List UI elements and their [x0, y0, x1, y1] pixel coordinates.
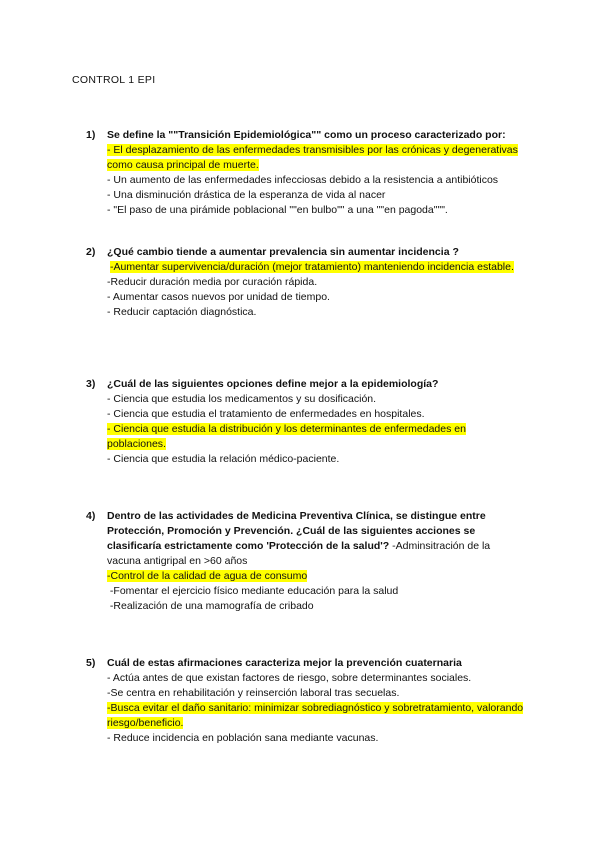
option: -Se centra en rehabilitación y reinserción laboral tras secuelas.: [107, 687, 400, 699]
question-4: [86, 509, 526, 614]
option: - Aumentar casos nuevos por unidad de tiempo.: [107, 291, 330, 303]
question-number: 2): [86, 246, 96, 258]
question-number: 1): [86, 129, 96, 141]
question-5: [86, 656, 526, 746]
option: - Ciencia que estudia el tratamiento de enfermedades en hospitales.: [107, 408, 425, 420]
option: - Reduce incidencia en población sana mediante vacunas.: [107, 732, 379, 744]
question-number: 4): [86, 510, 96, 522]
option: - Un aumento de las enfermedades infecciosas debido a la resistencia a antibióticos: [107, 174, 499, 186]
question-text: Se define la ""Transición Epidemiológica"" como un proceso caracterizado por:: [107, 129, 506, 141]
document-title: CONTROL 1 EPI: [72, 74, 156, 86]
option-highlighted: -Control de la calidad de agua de consumo: [107, 570, 308, 582]
option: - Ciencia que estudia los medicamentos y su dosificación.: [107, 393, 377, 405]
option: - Actúa antes de que existan factores de riesgo, sobre determinantes sociales.: [107, 672, 472, 684]
question-2: [86, 245, 526, 320]
question-1: [86, 128, 526, 218]
question-number: 3): [86, 378, 96, 390]
option-highlighted: -Busca evitar el daño sanitario: minimizar sobrediagnóstico y sobretratamiento, valorando riesgo/beneficio.: [107, 702, 524, 729]
option: - "El paso de una pirámide poblacional ""en bulbo"" a una ""en pagoda""".: [107, 204, 448, 216]
option: - Una disminución drástica de la esperanza de vida al nacer: [107, 189, 386, 201]
option-highlighted: - El desplazamiento de las enfermedades transmisibles por las crónicas y degenerativas como causa principal de muerte.: [107, 144, 518, 171]
option: - Ciencia que estudia la relación médico-paciente.: [107, 453, 340, 465]
question-text: ¿Qué cambio tiende a aumentar prevalencia sin aumentar incidencia ?: [107, 246, 459, 258]
question-text: Dentro de las actividades de Medicina Preventiva Clínica, se distingue entre Protección, Promoción y Prevención. ¿Cuál de las siguientes acciones se clasificaría estrictamente como 'Protección de la salud'?: [107, 510, 486, 552]
option: -Realización de una mamografía de cribado: [107, 600, 314, 612]
question-text: Cuál de estas afirmaciones caracteriza mejor la prevención cuaternaria: [107, 657, 462, 669]
question-number: 5): [86, 657, 96, 669]
option-highlighted: - Ciencia que estudia la distribución y los determinantes de enfermedades en poblaciones.: [107, 423, 466, 450]
question-text-tail: -Adminsitración de la vacuna antigripal en >60 años: [107, 540, 491, 567]
question-text: ¿Cuál de las siguientes opciones define mejor a la epidemiología?: [107, 378, 439, 390]
option: -Reducir duración media por curación rápida.: [107, 276, 318, 288]
question-3: [86, 377, 526, 467]
option: - Reducir captación diagnóstica.: [107, 306, 257, 318]
option: -Fomentar el ejercicio físico mediante educación para la salud: [107, 585, 399, 597]
option-highlighted: -Aumentar supervivencia/duración (mejor tratamiento) manteniendo incidencia estable.: [110, 261, 514, 273]
